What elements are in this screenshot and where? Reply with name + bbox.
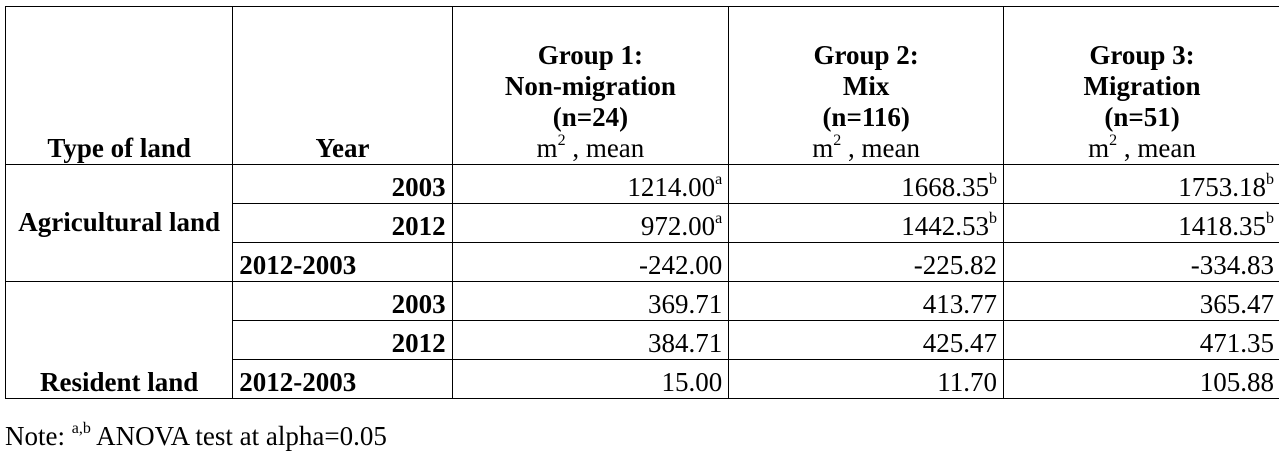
header-group-3: [1004, 7, 1279, 165]
value-cell: 1668.35$^b$: [729, 165, 1004, 204]
value-cell: 972.00$^a$: [452, 204, 729, 243]
land-area-table: [5, 6, 1279, 399]
group-3-title: Group 3:: [1089, 39, 1195, 70]
group-2-n: (n=116): [822, 101, 910, 132]
year-cell: 2012-2003: [233, 243, 452, 282]
value-cell: 15.00: [452, 360, 729, 399]
group-3-unit: $m^2$ , mean: [1088, 131, 1196, 163]
year-cell: 2012: [233, 204, 452, 243]
value-cell: 105.88: [1004, 360, 1279, 399]
header-year: Year: [233, 7, 452, 165]
table-row: [6, 165, 1279, 204]
year-cell: 2012-2003: [233, 360, 452, 399]
group-1-n: (n=24): [552, 101, 629, 132]
table-note: Note: $^{a,b}$ ANOVA test at alpha=0.05: [5, 420, 387, 451]
section-label-agricultural: Agricultural land: [6, 165, 233, 282]
group-3-n: (n=51): [1104, 101, 1180, 132]
header-group-1: [452, 7, 729, 165]
value-cell: 384.71: [452, 321, 729, 360]
group-1-title: Group 1:: [537, 39, 644, 70]
value-cell: 471.35: [1004, 321, 1279, 360]
group-2-name: Mix: [842, 70, 890, 101]
group-1-unit: $m^2$ , mean: [536, 131, 645, 163]
value-cell: -242.00: [452, 243, 729, 282]
value-cell: 1214.00$^a$: [452, 165, 729, 204]
value-cell: 1753.18$^b$: [1004, 165, 1279, 204]
value-cell: 369.71: [452, 282, 729, 321]
year-cell: 2003: [233, 282, 452, 321]
value-cell: 1442.53$^b$: [729, 204, 1004, 243]
group-3-name: Migration: [1083, 70, 1201, 101]
table-header-row: [6, 7, 1279, 165]
group-2-unit: $m^2$ , mean: [812, 131, 921, 163]
value-cell: 413.77: [729, 282, 1004, 321]
value-cell: 1418.35$^b$: [1004, 204, 1279, 243]
value-cell: -225.82: [729, 243, 1004, 282]
year-cell: 2003: [233, 165, 452, 204]
value-cell: 365.47: [1004, 282, 1279, 321]
value-cell: 425.47: [729, 321, 1004, 360]
table-row: [6, 282, 1279, 321]
header-group-2: [729, 7, 1004, 165]
year-cell: 2012: [233, 321, 452, 360]
group-1-name: Non-migration: [504, 70, 676, 101]
value-cell: -334.83: [1004, 243, 1279, 282]
section-label-resident: Resident land: [6, 282, 233, 399]
value-cell: 11.70: [729, 360, 1004, 399]
group-2-title: Group 2:: [813, 39, 919, 70]
header-type-of-land: Type of land: [6, 7, 233, 165]
